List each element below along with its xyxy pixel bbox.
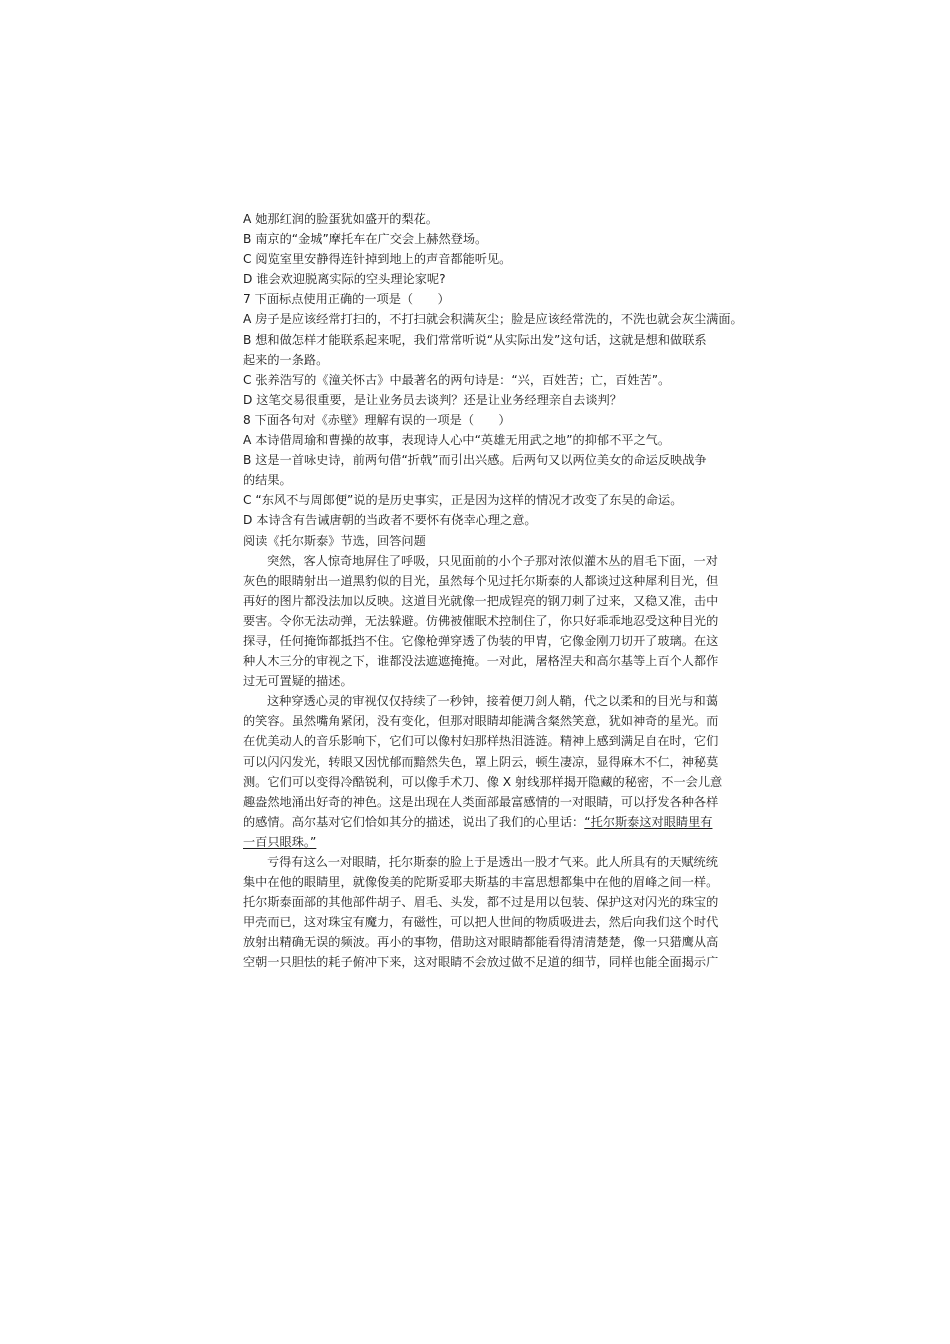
option-line: C “东风不与周郎便”说的是历史事实，正是因为这样的情况才改变了东吴的命运。 bbox=[243, 493, 683, 508]
passage-line: 托尔斯泰面部的其他部件胡子、眉毛、头发，都不过是用以包装、保护这对闪光的珠宝的 bbox=[243, 895, 719, 910]
option-line: C 张养浩写的《潼关怀古》中最著名的两句诗是：“兴，百姓苦；亡，百姓苦”。 bbox=[243, 372, 671, 387]
option-line: A 房子是应该经常打扫的，不打扫就会积满灰尘；脸是应该经常洗的，不洗也就会灰尘满面。 bbox=[243, 312, 743, 327]
question-line: 7 下面标点使用正确的一项是（ ） bbox=[243, 292, 450, 307]
passage-line: 灰色的眼睛射出一道黑豹似的目光，虽然每个见过托尔斯泰的人都谈过这种犀利目光，但 bbox=[243, 573, 719, 588]
option-line: D 这笔交易很重要，是让业务员去谈判？还是让业务经理亲自去谈判？ bbox=[243, 392, 622, 407]
passage-line: 放射出精确无误的频波。再小的事物，借助这对眼睛都能看得清清楚楚，像一只猎鹰从高 bbox=[243, 935, 719, 950]
passage-line: 种人木三分的审视之下，谁都没法遮遮掩掩。一对此，屠格涅夫和高尔基等上百个人都作 bbox=[243, 654, 719, 669]
option-line: B 南京的“金城”摩托车在广交会上赫然登场。 bbox=[243, 232, 488, 247]
passage-line: 再好的图片都没法加以反映。这道目光就像一把成锃亮的钢刀刺了过来，又稳又准，击中 bbox=[243, 593, 719, 608]
passage-line: 测。它们可以变得冷酷锐利，可以像手术刀、像 X 射线那样揭开隐藏的秘密，不一会儿意 bbox=[243, 774, 723, 789]
passage-line: 这种穿透心灵的审视仅仅持续了一秒钟，接着便刀剑人鞘，代之以柔和的目光与和蔼 bbox=[267, 694, 718, 709]
question-line: 8 下面各句对《赤壁》理解有误的一项是（ ） bbox=[243, 412, 511, 427]
passage-line: 要害。令你无法动弹，无法躲避。仿佛被催眠术控制住了，你只好乖乖地忍受这种目光的 bbox=[243, 613, 719, 628]
reading-heading: 阅读《托尔斯泰》节选，回答问题 bbox=[243, 533, 426, 548]
passage-line bbox=[243, 812, 723, 832]
passage-line: 甲壳而已，这对珠宝有魔力，有磁性，可以把人世间的物质吸进去，然后向我们这个时代 bbox=[243, 915, 719, 930]
passage-text: 的感情。高尔基对它们恰如其分的描述，说出了我们的心里话： bbox=[243, 814, 585, 829]
passage-line: 探寻，任何掩饰都抵挡不住。它像枪弹穿透了伪装的甲胄，它像金刚刀切开了玻璃。在这 bbox=[243, 633, 719, 648]
option-line: A 她那红润的脸蛋犹如盛开的梨花。 bbox=[243, 212, 439, 226]
underlined-quote: “托尔斯泰这对眼睛里有 bbox=[584, 814, 713, 829]
passage-line: 空朝一只胆怯的耗子俯冲下来，这对眼睛不会放过做不足道的细节，同样也能全面揭示广 bbox=[243, 955, 719, 970]
option-line: D 谁会欢迎脱离实际的空头理论家呢? bbox=[243, 272, 446, 287]
option-line-continued: 起来的一条路。 bbox=[243, 352, 329, 367]
option-line: B 想和做怎样才能联系起来呢，我们常常听说“从实际出发”这句话，这就是想和做联系 bbox=[243, 332, 707, 347]
passage-line: 可以闪闪发光，转眼又因忧郁而黯然失色，罩上阴云，顿生凄凉，显得麻木不仁，神秘莫 bbox=[243, 754, 719, 769]
option-line: A 本诗借周瑜和曹操的故事，表现诗人心中“英雄无用武之地”的抑郁不平之气。 bbox=[243, 433, 671, 448]
passage-line: 的笑容。虽然嘴角紧闭，没有变化，但那对眼睛却能满含粲然笑意，犹如神奇的星光。而 bbox=[243, 714, 719, 729]
option-line-continued: 的结果。 bbox=[243, 473, 292, 488]
option-line: C 阅览室里安静得连针掉到地上的声音都能听见。 bbox=[243, 252, 512, 267]
option-line: B 这是一首咏史诗，前两句借“折戟”而引出兴感。后两句又以两位美女的命运反映战争 bbox=[243, 453, 707, 468]
passage-line bbox=[243, 832, 723, 852]
passage-line: 亏得有这么一对眼睛，托尔斯泰的脸上于是透出一股才气来。此人所具有的天赋统统 bbox=[267, 855, 718, 869]
option-line: D 本诗含有告诫唐朝的当政者不要怀有侥幸心理之意。 bbox=[243, 513, 537, 528]
passage-line: 突然，客人惊奇地屏住了呼吸，只见面前的小个子那对浓似灌木丛的眉毛下面，一对 bbox=[267, 553, 718, 568]
passage-line: 在优美动人的音乐影响下，它们可以像村妇那样热泪涟涟。精神上感到满足自在时，它们 bbox=[243, 734, 719, 749]
passage-line: 集中在他的眼睛里，就像俊美的陀斯妥耶夫斯基的丰富思想都集中在他的眉峰之间一样。 bbox=[243, 875, 719, 890]
underlined-quote-end: 一百只眼珠。” bbox=[243, 834, 317, 849]
document-page bbox=[243, 209, 743, 973]
passage-line: 过无可置疑的描述。 bbox=[243, 674, 353, 689]
passage-line: 趣盎然地涌出好奇的神色。这是出现在人类面部最富感情的一对眼睛，可以抒发各种各样 bbox=[243, 794, 719, 809]
